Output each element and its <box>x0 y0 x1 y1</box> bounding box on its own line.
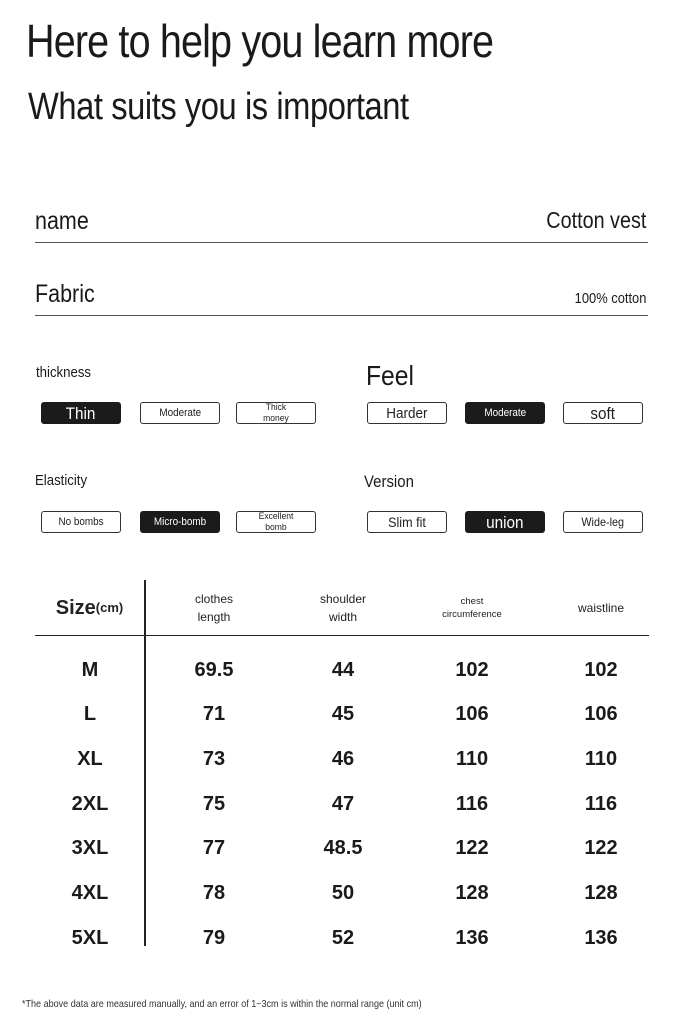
size-cell: XL <box>77 747 103 770</box>
measurement-cell: 52 <box>331 926 355 949</box>
measurement-cell: 44 <box>331 658 355 681</box>
size-cell: 2XL <box>71 792 109 815</box>
size-cell: 3XL <box>71 837 109 860</box>
measurement-cell: 106 <box>455 703 489 726</box>
elasticity-option-micro-bomb: Micro-bomb <box>140 511 220 533</box>
measurement-cell: 46 <box>331 747 355 770</box>
version-option-union: union <box>465 511 545 533</box>
thickness-option-moderate: Moderate <box>140 402 220 424</box>
feel-option-harder: Harder <box>367 402 447 424</box>
table-row <box>35 693 649 737</box>
column-header-waistline: waistline <box>577 600 625 615</box>
thickness-title: thickness <box>36 364 92 381</box>
measurement-cell: 79 <box>202 926 226 949</box>
info-row-fabric <box>35 280 648 316</box>
measurement-cell: 50 <box>331 882 355 904</box>
table-row <box>35 782 649 826</box>
measurement-cell: 77 <box>202 837 226 860</box>
measurement-cell: 45 <box>331 703 355 726</box>
table-row <box>35 737 649 781</box>
measurement-cell: 116 <box>584 792 618 815</box>
measurement-cell: 75 <box>202 792 226 815</box>
thickness-option-thin: Thin <box>41 402 121 424</box>
feel-option-moderate: Moderate <box>465 402 545 424</box>
measurement-cell: 78 <box>202 882 226 904</box>
table-row <box>35 916 649 960</box>
measurement-cell: 48.5 <box>323 837 363 860</box>
measurement-cell: 69.5 <box>194 658 234 681</box>
measurement-cell: 102 <box>584 658 618 681</box>
measurement-cell: 71 <box>202 703 226 726</box>
size-header: Size (cm) <box>55 596 124 619</box>
table-header-row <box>35 580 649 636</box>
column-header-chest-circumference: chest circumference <box>442 595 502 620</box>
measurement-cell: 110 <box>455 747 489 770</box>
measurement-cell: 106 <box>584 703 618 726</box>
measurement-cell: 128 <box>584 882 618 904</box>
measurement-cell: 128 <box>455 882 489 904</box>
table-row <box>35 827 649 871</box>
column-header-clothes-length: clothes length <box>194 591 234 624</box>
table-row <box>35 648 649 692</box>
measurement-cell: 73 <box>202 747 226 770</box>
measurement-cell: 47 <box>331 792 355 815</box>
footnote: *The above data are measured manually, and an error of 1~3cm is within the normal range (unit cm) <box>22 998 422 1010</box>
thickness-option-thick: Thick money <box>236 402 316 424</box>
measurement-cell: 136 <box>455 926 489 949</box>
feel-option-soft: soft <box>563 402 643 424</box>
version-option-slim-fit: Slim fit <box>367 511 447 533</box>
column-header-shoulder-width: shoulder width <box>319 591 367 624</box>
measurement-cell: 122 <box>455 837 489 860</box>
table-row <box>35 872 649 916</box>
elasticity-title: Elasticity <box>35 472 88 489</box>
size-cell: L <box>83 703 97 726</box>
measurement-cell: 122 <box>584 837 618 860</box>
name-value: Cotton vest <box>545 207 646 233</box>
name-label: name <box>35 207 89 235</box>
size-cell: M <box>81 658 99 681</box>
measurement-cell: 136 <box>584 926 618 949</box>
size-cell: 5XL <box>71 926 109 949</box>
page-title: Here to help you learn more <box>26 15 494 67</box>
measurement-cell: 116 <box>455 792 489 815</box>
fabric-label: Fabric <box>35 280 95 308</box>
feel-title: Feel <box>366 360 414 391</box>
measurement-cell: 102 <box>455 658 489 681</box>
measurement-cell: 110 <box>584 747 618 770</box>
version-option-wide-leg: Wide-leg <box>563 511 643 533</box>
version-title: Version <box>364 472 414 491</box>
elasticity-option-excellent-bomb: Excellent bomb <box>236 511 316 533</box>
elasticity-option-no-bombs: No bombs <box>41 511 121 533</box>
page-subtitle: What suits you is important <box>28 86 409 128</box>
size-cell: 4XL <box>71 882 109 904</box>
info-row-name <box>35 207 648 243</box>
fabric-value: 100% cotton <box>574 290 646 307</box>
